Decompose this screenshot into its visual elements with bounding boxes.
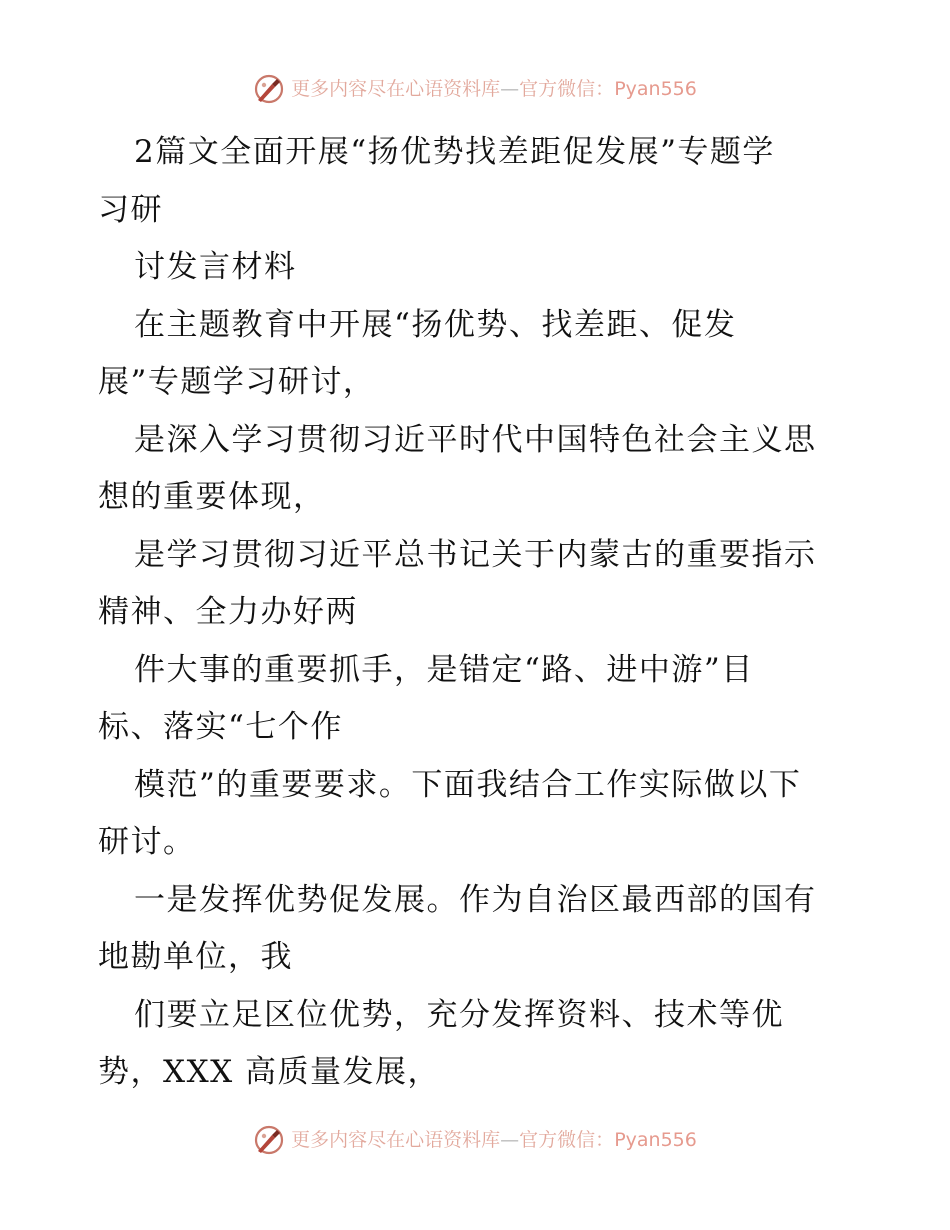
text-line — [98, 297, 858, 355]
text-line-content: 模范”的重要要求。下面我结合工作实际做以下 — [134, 766, 802, 803]
text-line — [98, 929, 858, 987]
text-line — [98, 584, 858, 642]
text-line — [98, 872, 858, 930]
text-line — [98, 757, 858, 815]
header-watermark — [0, 72, 950, 106]
text-line-content: 地勘单位，我 — [98, 939, 293, 975]
text-line-content: 讨发言材料 — [134, 249, 297, 285]
text-line — [98, 527, 858, 585]
text-line-content: 是学习贯彻习近平总书记关于内蒙古的重要指示 — [134, 536, 817, 573]
text-line — [98, 182, 858, 240]
text-line-content: 2篇文全面开展“扬优势找差距促发展”专题学 — [134, 134, 775, 170]
text-line-content: 展”专题学习研讨， — [98, 364, 376, 400]
text-line — [98, 642, 858, 700]
text-line-content: 势，XXX 高质量发展， — [98, 1054, 441, 1090]
text-line-content: 标、落实“七个作 — [98, 709, 343, 745]
text-line-content: 是深入学习贯彻习近平时代中国特色社会主义思 — [134, 421, 817, 458]
document-body — [98, 124, 858, 1102]
text-line-content: 一是发挥优势促发展。作为自治区最西部的国有 — [134, 881, 817, 918]
text-line-content: 件大事的重要抓手，是错定“路、进中游”目 — [134, 651, 754, 688]
footer-watermark — [0, 1123, 950, 1157]
text-line — [98, 354, 858, 412]
watermark-text: 更多内容尽在心语资料库—官方微信：Pyan556 — [291, 1129, 697, 1151]
text-line — [98, 124, 858, 182]
pen-logo-icon — [253, 1124, 285, 1156]
text-line — [98, 1044, 858, 1102]
watermark-text: 更多内容尽在心语资料库—官方微信：Pyan556 — [291, 78, 697, 100]
text-line-content: 习研 — [98, 191, 163, 228]
text-line — [98, 814, 858, 872]
text-line — [98, 469, 858, 527]
text-line-content: 们要立足区位优势，充分发挥资料、技术等优 — [134, 996, 784, 1033]
text-line — [98, 987, 858, 1045]
text-line — [98, 412, 858, 470]
text-line-content: 研讨。 — [98, 824, 196, 860]
text-line — [98, 239, 858, 297]
text-line-content: 精神、全力办好两 — [98, 594, 358, 630]
text-line-content: 在主题教育中开展“扬优势、找差距、促发 — [134, 306, 737, 343]
text-line — [98, 699, 858, 757]
pen-logo-icon — [253, 73, 285, 105]
text-line-content: 想的重要体现， — [98, 479, 326, 515]
